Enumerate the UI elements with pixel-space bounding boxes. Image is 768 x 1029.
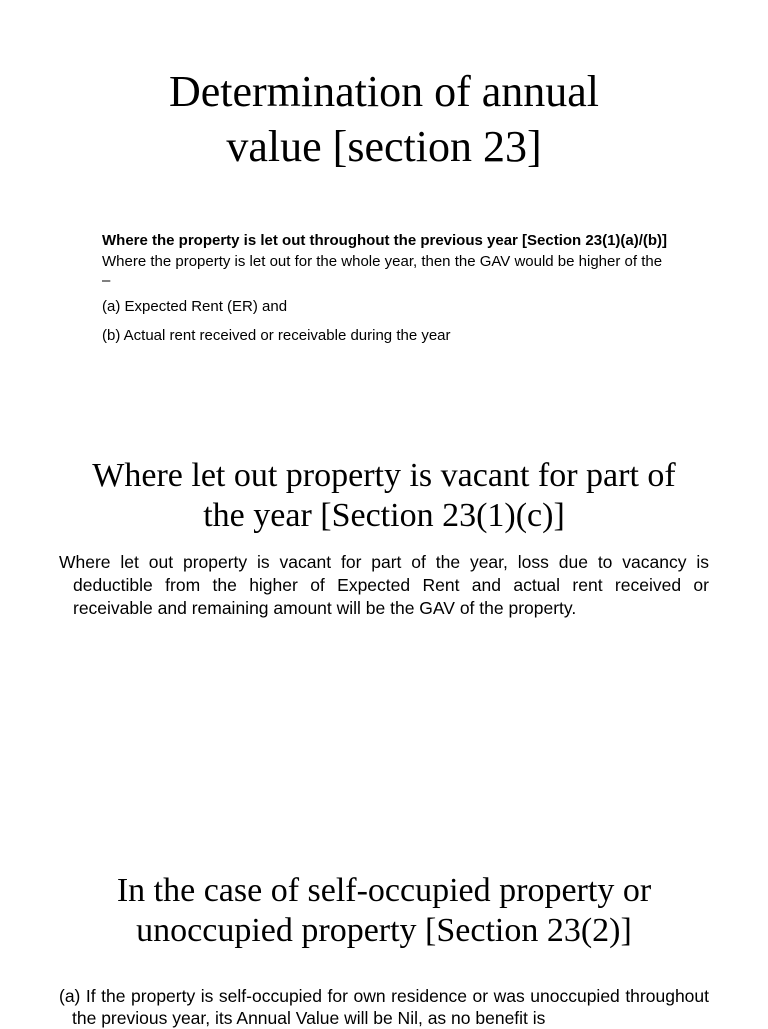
section-title-annual-value: Determination of annual value [section 23] — [168, 67, 600, 171]
section-body-vacant — [59, 551, 709, 620]
section-body-let-out — [102, 231, 668, 345]
paragraph-gav-rule: Where the property is let out for the whole year, then the GAV would be higher of the – — [102, 253, 663, 289]
section-title-vacant-part-year: Where let out property is vacant for part of the year [Section 23(1)(c)] — [92, 457, 676, 534]
paragraph-vacancy-loss: Where let out property is vacant for part of the year, loss due to vacancy is deductible from the higher of Expected Rent and actual rent received or receivable and remaining amount will be the GAV of the property. — [59, 552, 709, 618]
section-body-self-occupied — [59, 985, 709, 1029]
paragraph-self-occupied-nil: (a) If the property is self-occupied for own residence or was unoccupied throughout the previous year, its Annual Value will be Nil, as no benefit is — [59, 986, 709, 1028]
list-item-expected-rent: (a) Expected Rent (ER) and — [102, 298, 288, 315]
section-title-self-occupied: In the case of self-occupied property or unoccupied property [Section 23(2)] — [116, 872, 652, 949]
subheading-let-out-whole-year: Where the property is let out throughout the previous year [Section 23(1)(a)/(b)] — [102, 232, 668, 249]
list-item-actual-rent: (b) Actual rent received or receivable during the year — [102, 327, 451, 344]
